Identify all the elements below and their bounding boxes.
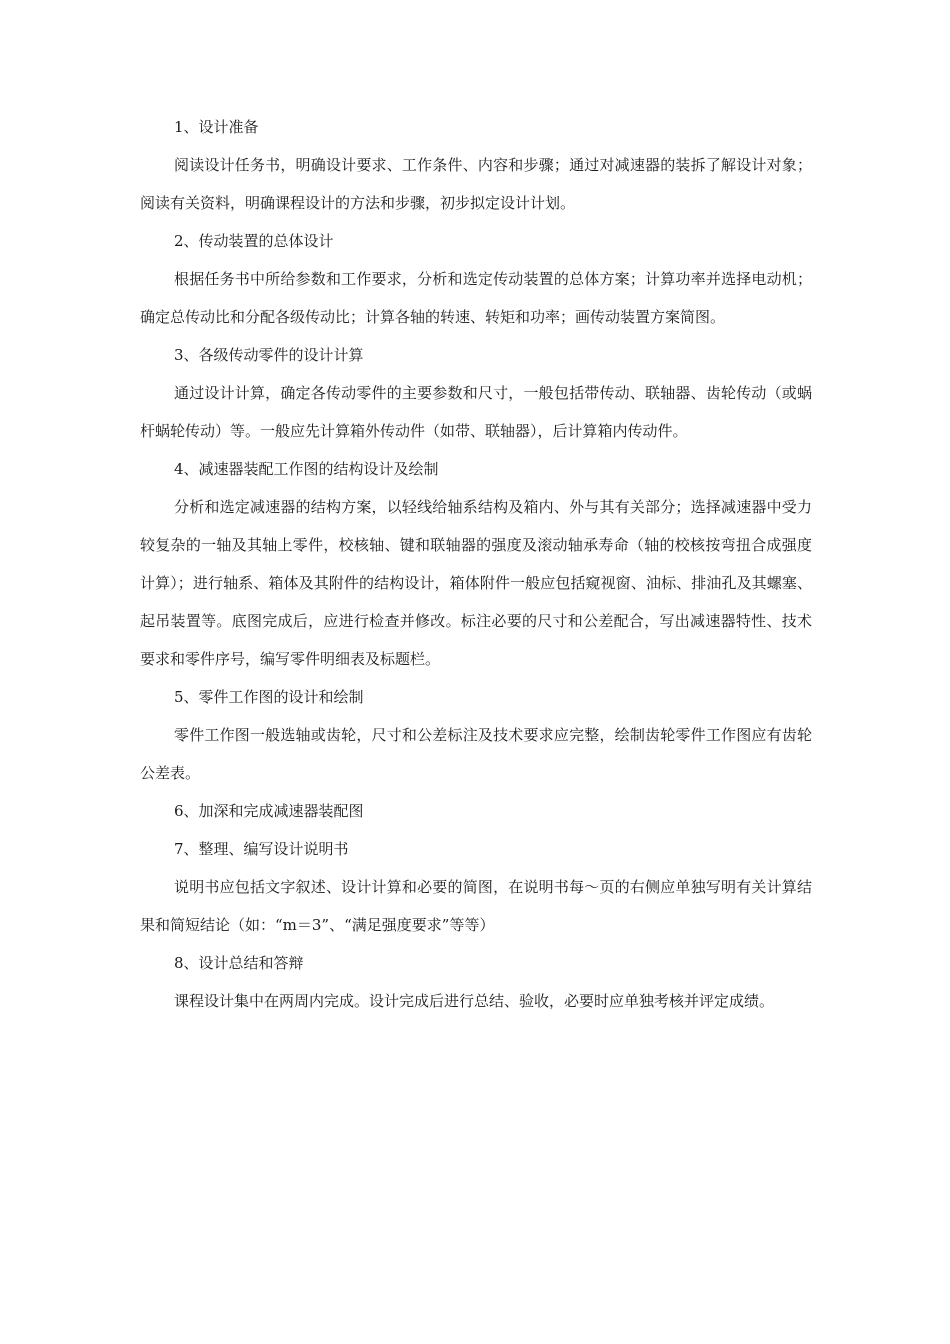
section-4 — [140, 450, 812, 678]
section-paragraph: 阅读设计任务书，明确设计要求、工作条件、内容和步骤；通过对减速器的装拆了解设计对象；阅读有关资料，明确课程设计的方法和步骤，初步拟定设计计划。 — [140, 156, 812, 212]
section-paragraph: 分析和选定减速器的结构方案，以轻线给轴系结构及箱内、外与其有关部分；选择减速器中受力较复杂的一轴及其轴上零件，校核轴、键和联轴器的强度及滚动轴承寿命（轴的校核按弯扭合成强度计算）；进行轴系、箱体及其附件的结构设计，箱体附件一般应包括窥视窗、油标、排油孔及其螺塞、起吊装置等。底图完成后，应进行检查并修改。标注必要的尺寸和公差配合，写出减速器特性、技术要求和零件序号，编写零件明细表及标题栏。 — [140, 498, 812, 668]
section-6 — [140, 792, 812, 830]
section-heading: 3、各级传动零件的设计计算 — [174, 346, 364, 364]
section-heading: 2、传动装置的总体设计 — [174, 232, 334, 250]
document-page — [140, 108, 812, 1020]
section-3 — [140, 336, 812, 450]
section-heading: 1、设计准备 — [174, 118, 259, 136]
section-paragraph: 零件工作图一般选轴或齿轮，尺寸和公差标注及技术要求应完整，绘制齿轮零件工作图应有齿轮公差表。 — [140, 726, 812, 782]
section-heading: 6、加深和完成减速器装配图 — [174, 802, 364, 820]
section-2 — [140, 222, 812, 336]
section-paragraph: 根据任务书中所给参数和工作要求，分析和选定传动装置的总体方案；计算功率并选择电动机；确定总传动比和分配各级传动比；计算各轴的转速、转矩和功率；画传动装置方案简图。 — [140, 270, 812, 326]
section-5 — [140, 678, 812, 792]
section-paragraph: 通过设计计算，确定各传动零件的主要参数和尺寸，一般包括带传动、联轴器、齿轮传动（或蜗杆蜗轮传动）等。一般应先计算箱外传动件（如带、联轴器），后计算箱内传动件。 — [140, 384, 812, 440]
section-8 — [140, 944, 812, 1020]
section-paragraph: 说明书应包括文字叙述、设计计算和必要的简图，在说明书每～页的右侧应单独写明有关计算结果和简短结论（如：“m＝3”、“满足强度要求”等等） — [140, 878, 812, 934]
section-heading: 8、设计总结和答辩 — [174, 954, 304, 972]
section-heading: 5、零件工作图的设计和绘制 — [174, 688, 364, 706]
section-heading: 4、减速器装配工作图的结构设计及绘制 — [174, 460, 439, 478]
section-heading: 7、整理、编写设计说明书 — [174, 840, 349, 858]
section-1 — [140, 108, 812, 222]
section-paragraph: 课程设计集中在两周内完成。设计完成后进行总结、验收，必要时应单独考核并评定成绩。 — [174, 992, 775, 1010]
section-7 — [140, 830, 812, 944]
